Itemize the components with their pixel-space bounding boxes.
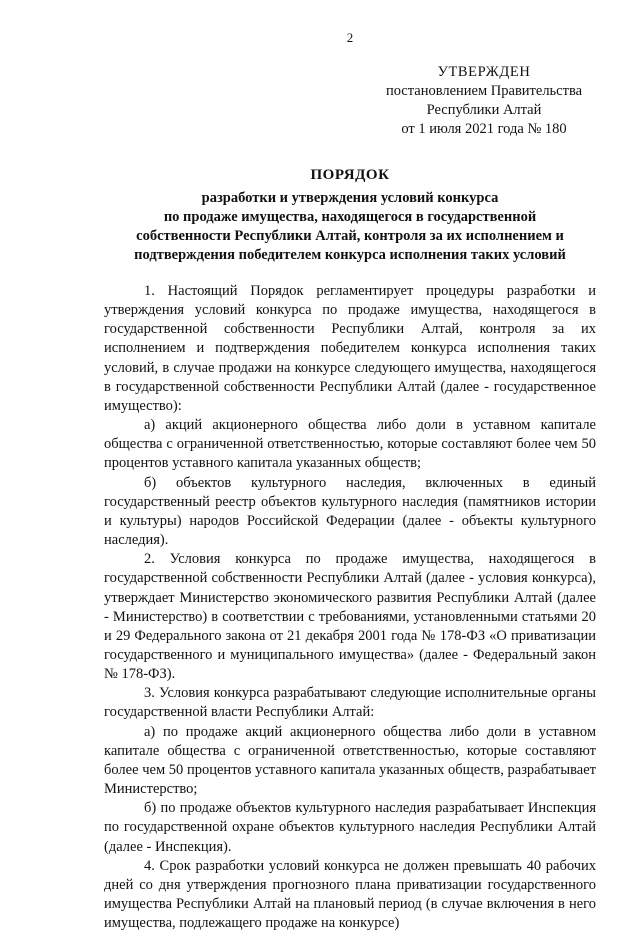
approval-line-2: Республики Алтай <box>426 102 542 118</box>
paragraph-1: 1. Настоящий Порядок регламентирует процедуры разработки и утверждения условий конкурса по продаже имущества, находящегося в государственной собственности Республики Алтай, контроля за их исполнением и подтверждения победителем конкурса исполнения таких условий, в случае продажи на конкурсе следующего имущества, находящегося в государственной собственности Республики Алтай (далее - государственное имущество): <box>104 283 596 414</box>
page-number: 2 <box>346 30 354 45</box>
title-line-4: подтверждения победителем конкурса исполнения таких условий <box>134 247 566 263</box>
paragraph-2: 2. Условия конкурса по продаже имущества, находящегося в государственной собственности Республики Алтай (далее - условия конкурса), утверждает Министерство экономического развития Республики Алтай (далее - Министерство) в соответствии с требованиями, установленными статьями 20 и 29 Федерального закона от 21 декабря 2001 года № 178-ФЗ «О приватизации государственного и муниципального имущества» (далее - Федеральный закон № 178-ФЗ). <box>104 551 596 683</box>
title-line-3: собственности Республики Алтай, контроля за их исполнением и <box>136 228 564 244</box>
document-body <box>104 282 596 933</box>
title-line-2: по продаже имущества, находящегося в государственной <box>163 209 537 225</box>
paragraph-1a: а) акций акционерного общества либо доли в уставном капитале общества с ограниченной ответственностью, которые составляют более чем 50 процентов уставного капитала указанных обществ; <box>104 417 596 472</box>
title-main: ПОРЯДОК <box>310 167 390 183</box>
title-line-1: разработки и утверждения условий конкурса <box>201 190 499 206</box>
approval-line-1: постановлением Правительства <box>385 83 583 99</box>
paragraph-3a: а) по продаже акций акционерного общества либо доли в уставном капитале общества с ограниченной ответственностью, которые составляют более чем 50 процентов уставного капитала указанных обществ, разрабатывает Министерство; <box>104 723 596 798</box>
paragraph-3: 3. Условия конкурса разрабатывают следующие исполнительные органы государственной власти Республики Алтай: <box>104 685 596 721</box>
approval-block <box>372 63 596 139</box>
paragraph-4: 4. Срок разработки условий конкурса не должен превышать 40 рабочих дней со дня утверждения прогнозного плана приватизации государственного имущества Республики Алтай на плановый период (в случае включения в него имущества, подлежащего продаже на конкурсе) <box>104 857 596 932</box>
approval-stamp: УТВЕРЖДЕН <box>437 64 531 80</box>
paragraph-1b: б) объектов культурного наследия, включенных в единый государственный реестр объектов культурного наследия (памятников истории и культуры) народов Российской Федерации (далее - объекты культурного наследия). <box>104 474 596 549</box>
document-title <box>104 166 596 265</box>
approval-line-3: от 1 июля 2021 года № 180 <box>401 121 567 137</box>
paragraph-3b: б) по продаже объектов культурного наследия разрабатывает Инспекция по государственной охране объектов культурного наследия Республики Алтай (далее - Инспекция). <box>104 800 596 855</box>
